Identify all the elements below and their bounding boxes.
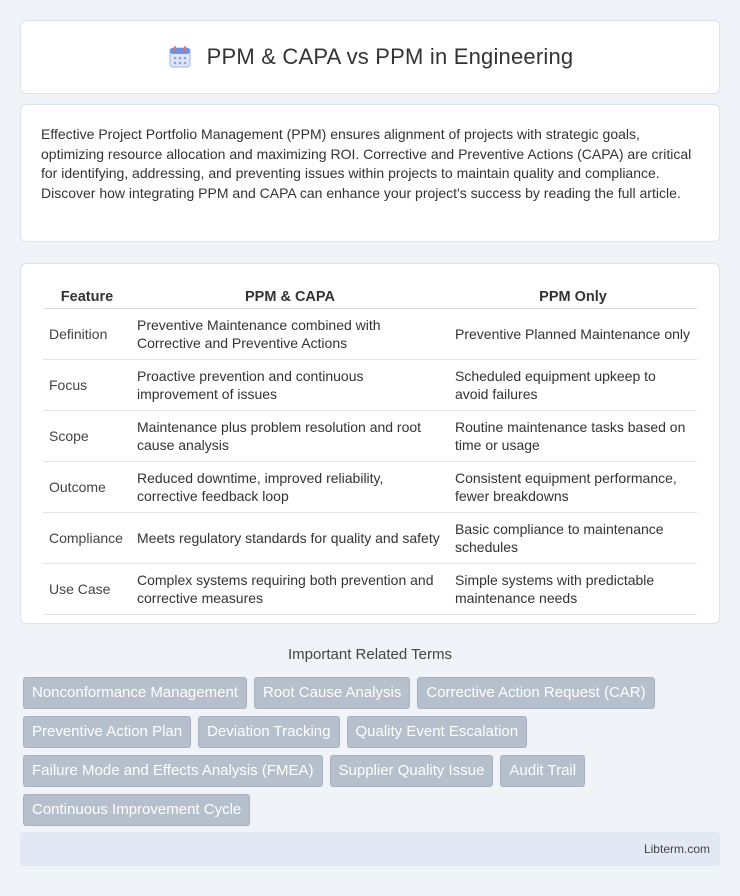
row-ppm-capa: Meets regulatory standards for quality and safety xyxy=(131,513,449,564)
term-chip[interactable]: Continuous Improvement Cycle xyxy=(23,794,250,826)
intro-text: Effective Project Portfolio Management (PPM) ensures alignment of projects with strategic goals, optimizing resource allocation and maximizing ROI. Corrective and Preventive Actions (CAPA) are critical for identifying, addressing, and preventing issues within projects to maintain quality and compliance. Discover how integrating PPM and CAPA can enhance your project's success by reading the full article. xyxy=(41,126,692,201)
table-row xyxy=(43,513,697,564)
term-chip[interactable]: Quality Event Escalation xyxy=(347,716,528,748)
term-chip[interactable]: Deviation Tracking xyxy=(198,716,339,748)
table-row xyxy=(43,411,697,462)
related-terms-title: Important Related Terms xyxy=(288,646,452,663)
comparison-table-card xyxy=(20,263,720,624)
row-ppm-only: Routine maintenance tasks based on time or usage xyxy=(449,411,697,462)
header-ppm-capa: PPM & CAPA xyxy=(131,284,449,309)
row-feature: Use Case xyxy=(43,564,131,615)
row-feature: Outcome xyxy=(43,462,131,513)
table-row xyxy=(43,360,697,411)
term-chip[interactable]: Root Cause Analysis xyxy=(254,677,410,709)
row-ppm-capa: Preventive Maintenance combined with Corrective and Preventive Actions xyxy=(131,309,449,360)
footer xyxy=(20,832,720,866)
related-terms-list xyxy=(23,677,723,826)
term-chip[interactable]: Failure Mode and Effects Analysis (FMEA) xyxy=(23,755,323,787)
row-ppm-capa: Reduced downtime, improved reliability, corrective feedback loop xyxy=(131,462,449,513)
row-ppm-capa: Complex systems requiring both prevention and corrective measures xyxy=(131,564,449,615)
row-ppm-only: Basic compliance to maintenance schedules xyxy=(449,513,697,564)
table-header-row xyxy=(43,284,697,309)
row-feature: Focus xyxy=(43,360,131,411)
row-ppm-capa: Maintenance plus problem resolution and root cause analysis xyxy=(131,411,449,462)
row-ppm-capa: Proactive prevention and continuous improvement of issues xyxy=(131,360,449,411)
table-row xyxy=(43,462,697,513)
table-row xyxy=(43,564,697,615)
row-ppm-only: Scheduled equipment upkeep to avoid failures xyxy=(449,360,697,411)
term-chip[interactable]: Nonconformance Management xyxy=(23,677,247,709)
term-chip[interactable]: Audit Trail xyxy=(500,755,585,787)
page-title: PPM & CAPA vs PPM in Engineering xyxy=(206,44,574,69)
term-chip[interactable]: Supplier Quality Issue xyxy=(330,755,494,787)
footer-site-link[interactable]: Libterm.com xyxy=(643,842,710,856)
comparison-table xyxy=(43,284,697,615)
row-feature: Scope xyxy=(43,411,131,462)
term-chip[interactable]: Corrective Action Request (CAR) xyxy=(417,677,654,709)
row-ppm-only: Consistent equipment performance, fewer breakdowns xyxy=(449,462,697,513)
row-ppm-only: Preventive Planned Maintenance only xyxy=(449,309,697,360)
header-feature: Feature xyxy=(43,284,131,309)
row-feature: Definition xyxy=(43,309,131,360)
header-card xyxy=(20,20,720,94)
intro-card xyxy=(20,104,720,242)
title-wrap xyxy=(167,44,574,70)
header-ppm-only: PPM Only xyxy=(449,284,697,309)
calendar-icon xyxy=(167,44,193,70)
term-chip[interactable]: Preventive Action Plan xyxy=(23,716,191,748)
table-row xyxy=(43,309,697,360)
row-ppm-only: Simple systems with predictable maintenance needs xyxy=(449,564,697,615)
row-feature: Compliance xyxy=(43,513,131,564)
